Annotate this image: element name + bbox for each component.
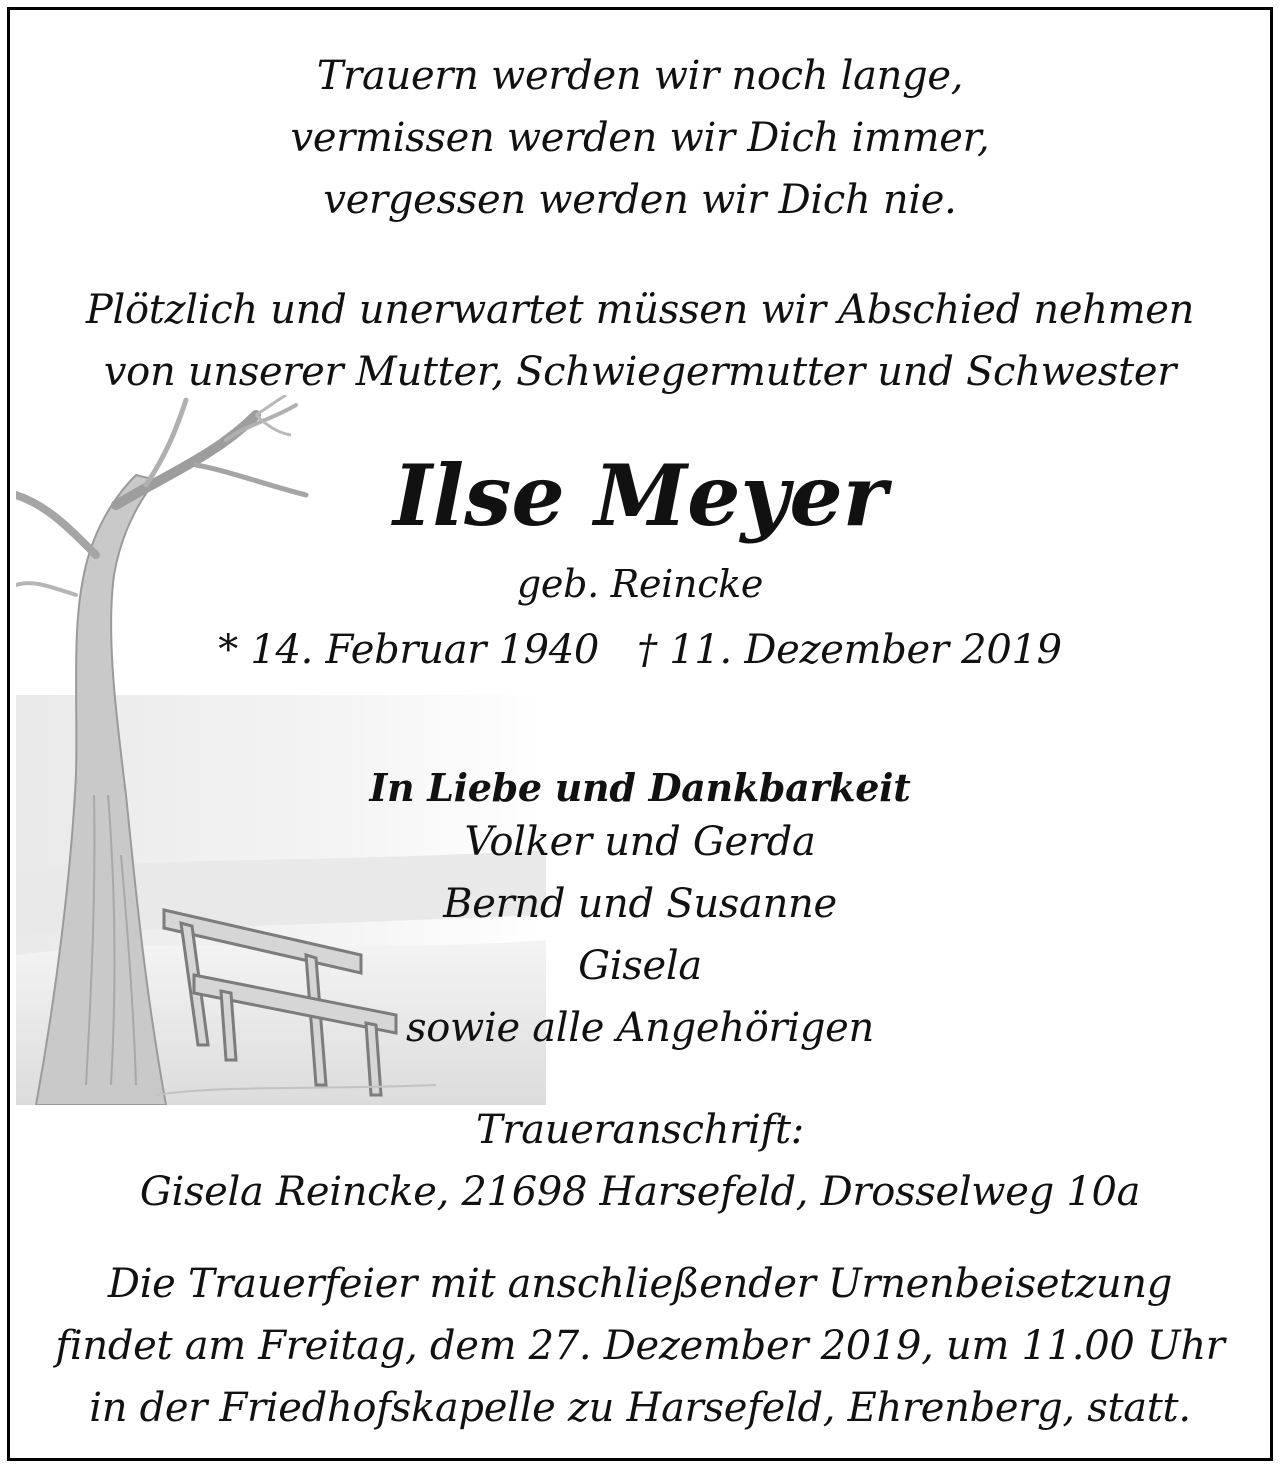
address-label: Traueranschrift: [476,1107,804,1153]
birth-date: * 14. Februar 1940 [218,627,600,673]
service-line-3: in der Friedhofskapelle zu Harsefeld, Ehrenberg, statt. [89,1385,1191,1431]
mourner-4: sowie alle Angehörigen [406,1005,874,1051]
mourners-heading: In Liebe und Dankbarkeit [369,765,911,810]
poem-line-3: vergessen werden wir Dich nie. [323,177,957,223]
deceased-name: Ilse Meyer [392,446,888,545]
poem-line-1: Trauern werden wir noch lange, [316,53,964,99]
life-dates [10,626,1270,674]
mourner-3: Gisela [578,943,702,989]
mourner-2: Bernd und Susanne [443,881,837,927]
death-date: † 11. Dezember 2019 [637,627,1062,673]
intro-line-2: von unserer Mutter, Schwiegermutter und Schwester [103,349,1177,395]
maiden-name: geb. Reincke [516,562,764,606]
mourner-1: Volker und Gerda [464,819,816,865]
intro-line-1: Plötzlich und unerwartet müssen wir Abschied nehmen [85,287,1195,333]
poem-line-2: vermissen werden wir Dich immer, [290,115,990,161]
obituary-frame [7,7,1273,1461]
service-line-2: findet am Freitag, dem 27. Dezember 2019, um 11.00 Uhr [55,1323,1225,1369]
service-line-1: Die Trauerfeier mit anschließender Urnenbeisetzung [107,1261,1173,1307]
address-value: Gisela Reincke, 21698 Harsefeld, Drosselweg 10a [139,1169,1141,1215]
